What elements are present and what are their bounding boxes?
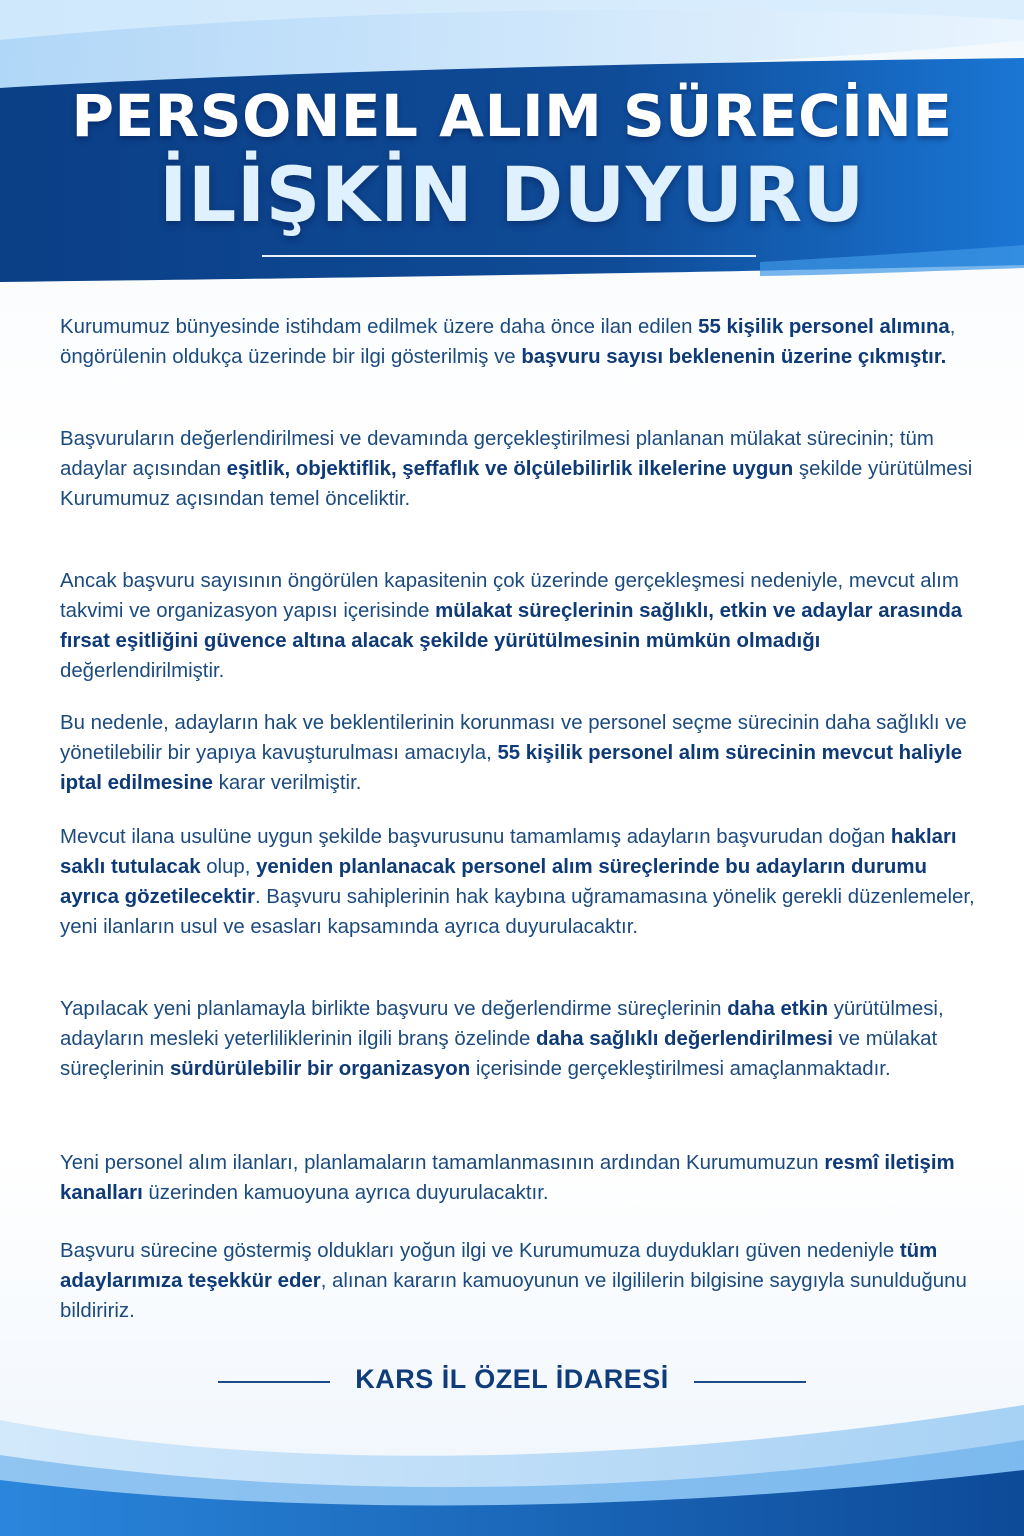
body-text: Kurumumuz bünyesinde istihdam edilmek üzere daha önce ilan edilen [60, 316, 699, 338]
paragraph-2 [60, 424, 975, 514]
body-text: Bu nedenle, adayların hak ve beklentilerinin korunması ve personel seçme sürecinin daha sağlıklı ve yönetilebilir bir yapıya kavuşturulması amacıyla, [60, 712, 967, 764]
body-text: Ancak başvuru sayısının öngörülen kapasitenin çok üzerinde gerçekleşmesi nedeniyle, mevcut alım takvimi ve organizasyon yapısı içerisinde [60, 570, 959, 622]
header-banner [0, 0, 1024, 290]
emphasis-text: resmî iletişim kanalları [60, 1152, 955, 1204]
institution-signature: KARS İL ÖZEL İDARESİ [355, 1364, 669, 1394]
paragraph-5 [60, 822, 975, 942]
footer-divider-right [694, 1381, 806, 1383]
paragraph-1 [60, 312, 975, 372]
emphasis-text: daha etkin [727, 998, 829, 1020]
paragraph-4 [60, 708, 975, 798]
body-text: Yeni personel alım ilanları, planlamaların tamamlanmasının ardından Kurumumuzun [60, 1152, 825, 1174]
body-text: içerisinde gerçekleştirilmesi amaçlanmaktadır. [470, 1058, 891, 1080]
footer-signature-block [0, 1362, 1024, 1402]
emphasis-text: eşitlik, objektiflik, şeffaflık ve ölçülebilirlik ilkelerine uygun [226, 458, 794, 480]
body-text: olup, [200, 856, 257, 878]
page-title-line-2: İLİŞKİN DUYURU [159, 150, 865, 239]
page-title-line-1: PERSONEL ALIM SÜRECİNE [71, 82, 953, 150]
body-text: , öngörülenin oldukça üzerinde bir ilgi gösterilmiş ve [60, 316, 956, 368]
body-text: . Başvuru sahiplerinin hak kaybına uğramamasına yönelik gerekli düzenlemeler, yeni ilanların usul ve esasları kapsamında ayrıca duyurulacaktır. [60, 886, 975, 938]
emphasis-text: başvuru sayısı beklenenin üzerine çıkmıştır. [521, 346, 947, 368]
body-text: şekilde yürütülmesi Kurumumuz açısından temel önceliktir. [60, 458, 973, 510]
body-text: karar verilmiştir. [212, 772, 362, 794]
paragraph-7 [60, 1148, 975, 1208]
body-text: Mevcut ilana usulüne uygun şekilde başvurusunu tamamlamış adayların başvurudan doğan [60, 826, 891, 848]
emphasis-text: hakları saklı tutulacak [60, 826, 957, 878]
paragraph-8 [60, 1236, 975, 1326]
emphasis-text: yeniden planlanacak personel alım süreçlerinde bu adayların durumu ayrıca gözetilecektir [60, 856, 927, 908]
body-text: üzerinden kamuoyuna ayrıca duyurulacaktır. [142, 1182, 549, 1204]
emphasis-text: sürdürülebilir bir organizasyon [169, 1058, 471, 1080]
paragraph-6 [60, 994, 975, 1084]
body-text: , alınan kararın kamuoyunun ve ilgililerin bilgisine saygıyla sunulduğunu bildiririz. [60, 1270, 967, 1322]
body-text: Başvuruların değerlendirilmesi ve devamında gerçekleştirilmesi planlanan mülakat sürecinin; tüm adaylar açısından [60, 428, 934, 480]
paragraph-3 [60, 566, 975, 686]
body-text: Başvuru sürecine göstermiş oldukları yoğun ilgi ve Kurumumuza duydukları güven nedeniyle [60, 1240, 900, 1262]
emphasis-text: tüm adaylarımıza teşekkür eder [60, 1240, 938, 1292]
emphasis-text: daha sağlıklı değerlendirilmesi [536, 1028, 833, 1050]
emphasis-text: mülakat süreçlerinin sağlıklı, etkin ve adaylar arasında fırsat eşitliğini güvence altına alacak şekilde yürütülmesinin mümkün olmadığı [60, 600, 963, 652]
title-divider [262, 255, 756, 257]
emphasis-text: 55 kişilik personel alımına [698, 316, 950, 338]
emphasis-text: 55 kişilik personel alım sürecinin mevcut haliyle iptal edilmesine [60, 742, 963, 794]
body-text: ve mülakat süreçlerinin [60, 1028, 938, 1080]
body-text: Yapılacak yeni planlamayla birlikte başvuru ve değerlendirme süreçlerinin [60, 998, 728, 1020]
body-text: değerlendirilmiştir. [60, 660, 225, 682]
body-text: yürütülmesi, adayların mesleki yeterliliklerinin ilgili branş özelinde [60, 998, 944, 1050]
